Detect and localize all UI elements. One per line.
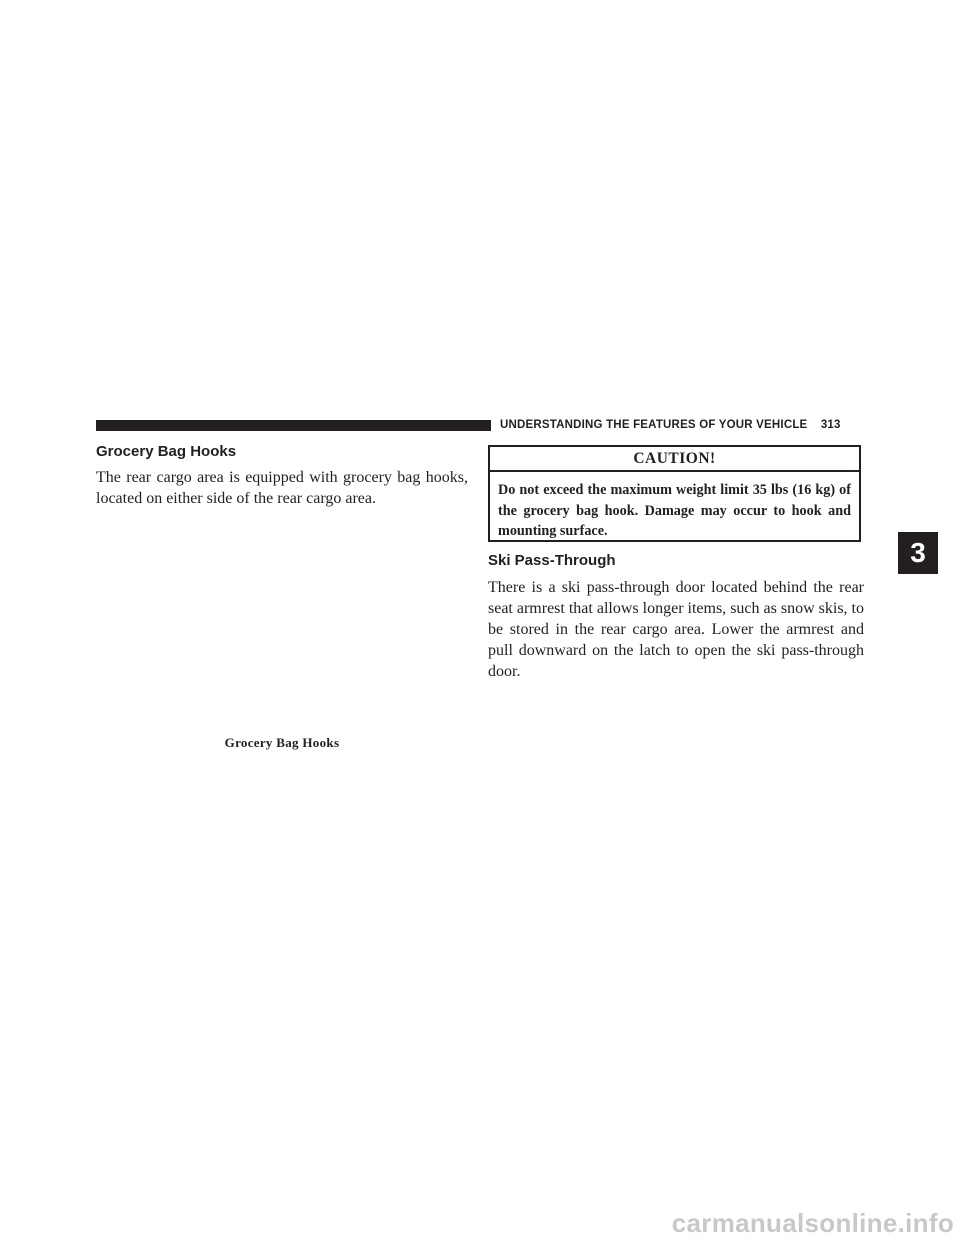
grocery-heading: Grocery Bag Hooks — [96, 443, 237, 460]
watermark-logo: carmanualsonline.info — [671, 1208, 954, 1238]
caution-title: CAUTION! — [490, 447, 859, 472]
ski-heading: Ski Pass-Through — [488, 552, 616, 569]
header-section-title: UNDERSTANDING THE FEATURES OF YOUR VEHICLE — [500, 419, 808, 431]
grocery-figure-caption: Grocery Bag Hooks — [224, 735, 340, 750]
running-header — [500, 419, 841, 431]
ski-body: There is a ski pass-through door located behind the rear seat armrest that allows longer items, such as snow skis, to be stored in the rear cargo area. Lower the armrest and pull downward on the latch to open the ski pass-through door. — [488, 579, 864, 680]
grocery-figure — [96, 510, 468, 725]
page-number: 313 — [820, 419, 841, 431]
caution-body: Do not exceed the maximum weight limit 35 lbs (16 kg) of the grocery bag hook. Damage may occur to hook and mounting surface. — [498, 482, 851, 539]
caution-box — [488, 445, 861, 542]
chapter-tab: 3 — [898, 532, 938, 574]
header-rule — [96, 420, 491, 431]
grocery-body: The rear cargo area is equipped with grocery bag hooks, located on either side of the rear cargo area. — [96, 469, 468, 507]
